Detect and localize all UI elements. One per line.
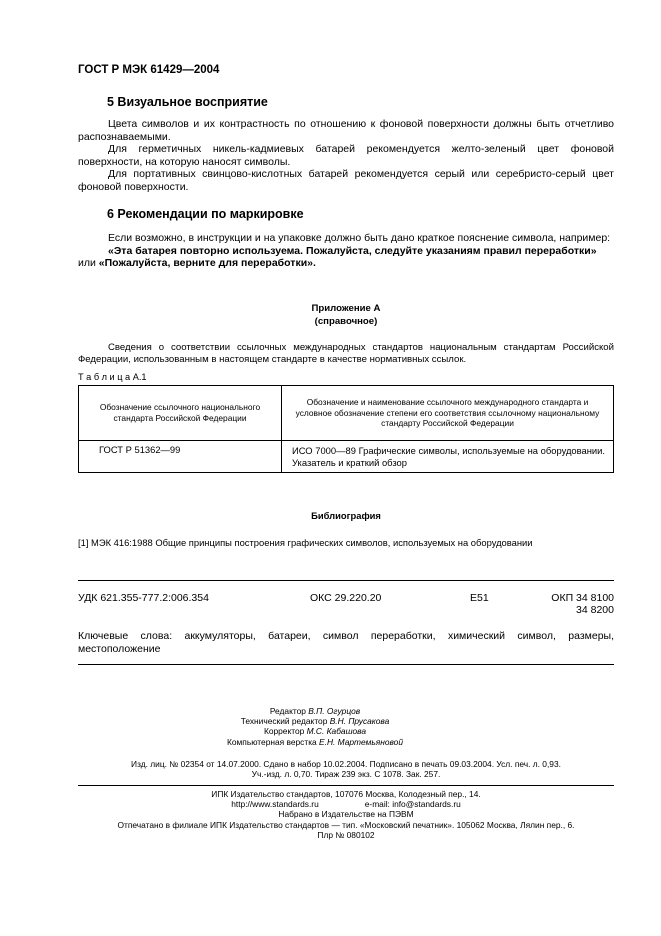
- table-row: [79, 441, 614, 473]
- appendix-intro: [78, 342, 614, 365]
- publisher-email-link[interactable]: e-mail: info@standards.ru: [364, 799, 461, 810]
- publisher-address: ИПК Издательство стандартов, 107076 Москва, Колодезный пер., 14.: [211, 789, 481, 799]
- table-header-cell: Обозначение ссылочного национального стандарта Российской Федерации: [79, 386, 282, 441]
- section-5-paragraph: Для герметичных никель-кадмиевых батарей рекомендуется желто-зеленый цвет фоновой поверхности, на которую наносят символы.: [78, 143, 614, 168]
- publisher-block: [78, 789, 614, 840]
- table-caption: Т а б л и ц а А.1: [78, 372, 147, 382]
- credit-name: В.Н. Прусакова: [329, 716, 390, 727]
- okp-code-2: 34 8200: [576, 604, 614, 616]
- table-header-row: [79, 386, 614, 441]
- publisher-site-link[interactable]: http://www.standards.ru: [231, 799, 319, 810]
- credit-line: [180, 716, 450, 726]
- bibliography-item: [1] МЭК 416:1988 Общие принципы построения графических символов, используемых на оборудовании: [78, 537, 533, 548]
- keywords-text: Ключевые слова: аккумуляторы, батареи, символ переработки, химический символ, размеры, местоположение: [78, 630, 614, 655]
- okp-code-1: ОКП 34 8100: [551, 592, 614, 604]
- credits-block: [180, 706, 450, 747]
- publisher-contacts: [78, 799, 614, 809]
- print-info-line: Изд. лиц. № 02354 от 14.07.2000. Сдано в набор 10.02.2004. Подписано в печать 09.03.2004. Усл. печ. л. 0,93.: [131, 759, 561, 769]
- credit-line: [180, 726, 450, 736]
- bibliography-title: Библиография: [311, 510, 381, 521]
- credit-role: Редактор: [269, 706, 306, 716]
- reference-table: [78, 385, 614, 473]
- credit-name: Е.Н. Мартемьяновой: [319, 736, 403, 747]
- table-cell: ГОСТ Р 51362—99: [79, 441, 282, 473]
- credit-role: Технический редактор: [240, 716, 328, 727]
- credit-role: Корректор: [263, 726, 305, 737]
- section-6-body: [78, 232, 614, 270]
- section-5-paragraph: Цвета символов и их контрастность по отношению к фоновой поверхности должны быть отчетливо распознаваемыми.: [78, 118, 614, 143]
- credit-name: В.П. Огурцов: [308, 706, 361, 716]
- udk-code: УДК 621.355-777.2:006.354: [78, 592, 209, 604]
- class-code: Е51: [470, 592, 489, 604]
- section-6-example-1: «Эта батарея повторно используема. Пожалуйста, следуйте указаниям правил переработки»: [108, 244, 597, 257]
- appendix-subtitle: (справочное): [314, 316, 378, 327]
- section-6-example-line: [78, 257, 614, 270]
- section-5-title: 5 Визуальное восприятие: [107, 95, 268, 109]
- section-6-example-2: «Пожалуйста, верните для переработки».: [98, 257, 316, 270]
- section-5-body: [78, 118, 614, 194]
- print-info: [78, 759, 614, 779]
- oks-code: ОКС 29.220.20: [310, 592, 382, 604]
- credit-line: [180, 706, 450, 716]
- or-word: или: [78, 257, 96, 270]
- divider: [78, 785, 614, 786]
- credit-role: Компьютерная верстка: [227, 736, 317, 747]
- appendix-intro-text: Сведения о соответствии ссылочных международных стандартов национальным стандартам Российской Федерации, использованным в настоящем стандарте в качестве нормативных ссылок.: [78, 342, 614, 365]
- publisher-license: Плр № 080102: [317, 829, 375, 840]
- keywords: [78, 630, 614, 656]
- credit-name: М.С. Кабашова: [306, 726, 367, 737]
- publisher-typeset-note: Набрано в Издательстве на ПЭВМ: [278, 809, 414, 820]
- print-info-line: Уч.-изд. л. 0,70. Тираж 239 экз. С 1078. Зак. 257.: [251, 769, 441, 780]
- section-5-paragraph: Для портативных свинцово-кислотных батарей рекомендуется серый или серебристо-серый цвет фоновой поверхности.: [78, 168, 614, 193]
- divider: [78, 664, 614, 665]
- divider: [78, 580, 614, 581]
- publisher-print-note: Отпечатано в филиале ИПК Издательство стандартов — тип. «Московский печатник». 105062 Москва, Лялин пер., 6.: [117, 819, 575, 830]
- section-6-title: 6 Рекомендации по маркировке: [107, 207, 304, 221]
- document-header: ГОСТ Р МЭК 61429—2004: [78, 64, 220, 76]
- table-header-cell: Обозначение и наименование ссылочного международного стандарта и условное обозначение степени его соответствия ссылочному национальному стандарту Российской Федерации: [282, 386, 614, 441]
- table-cell: ИСО 7000—89 Графические символы, используемые на оборудовании. Указатель и краткий обзор: [282, 441, 614, 473]
- credit-line: [180, 737, 450, 747]
- appendix-title: Приложение А: [311, 303, 381, 314]
- section-6-intro: Если возможно, в инструкции и на упаковке должно быть дано краткое пояснение символа, например:: [108, 232, 611, 244]
